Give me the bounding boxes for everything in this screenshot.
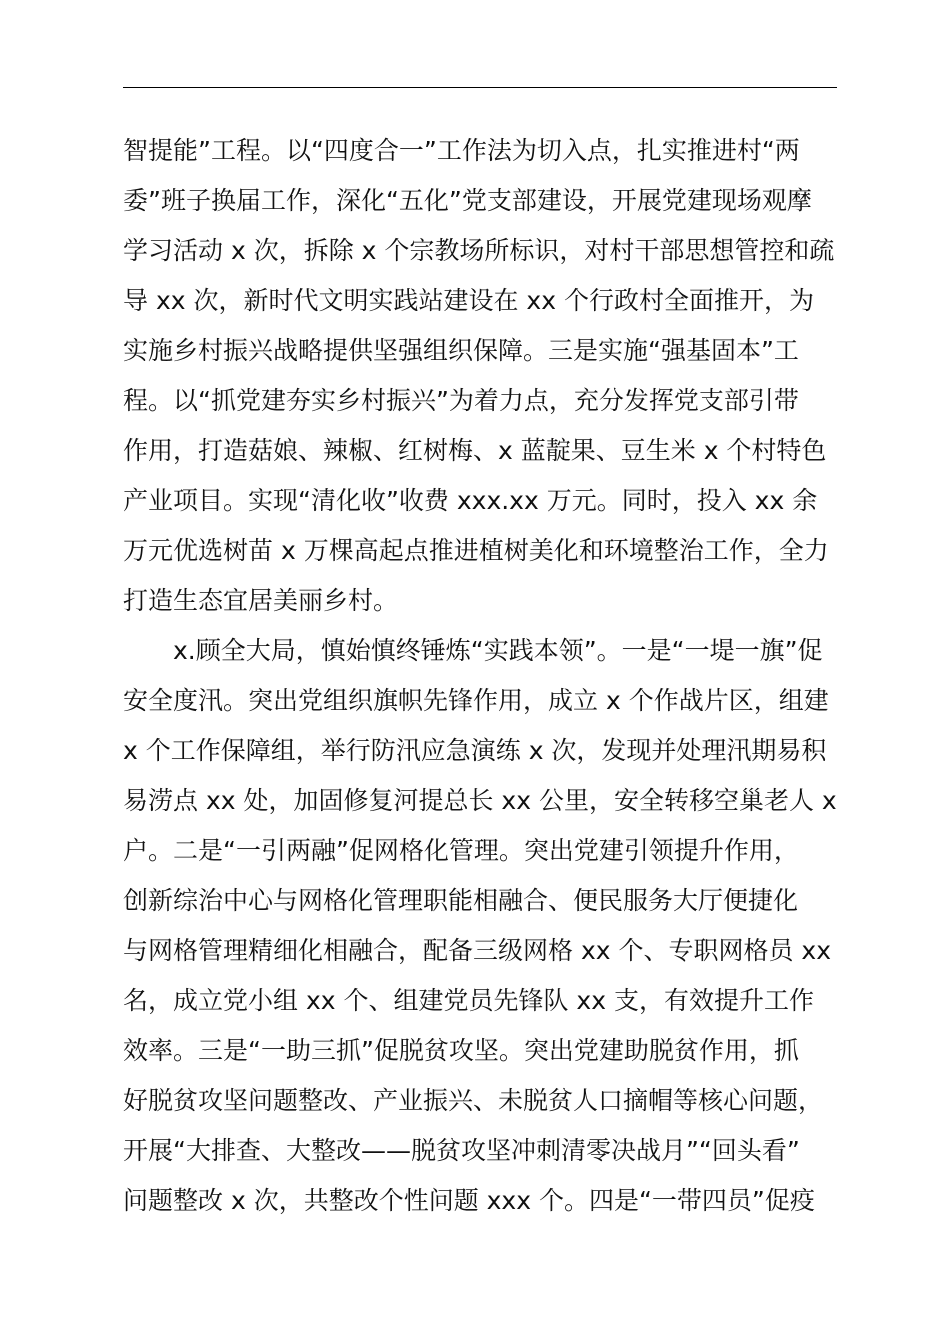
text-line: 万元优选树苗 x 万棵高起点推进植树美化和环境整治工作，全力	[123, 536, 829, 565]
text-line: 户。二是“一引两融”促网格化管理。突出党建引领提升作用，	[123, 836, 799, 865]
text-line: 与网格管理精细化相融合，配备三级网格 xx 个、专职网格员 xx	[123, 936, 832, 965]
text-line: 创新综治中心与网格化管理职能相融合、便民服务大厅便捷化	[123, 886, 799, 915]
text-line: 实施乡村振兴战略提供坚强组织保障。三是实施“强基固本”工	[123, 336, 799, 365]
text-line: 问题整改 x 次，共整改个性问题 xxx 个。四是“一带四员”促疫	[123, 1186, 815, 1215]
header-rule	[123, 87, 837, 88]
text-line: 开展“大排查、大整改——脱贫攻坚冲刺清零决战月”“回头看”	[123, 1136, 800, 1165]
text-line: 作用，打造菇娘、辣椒、红树梅、x 蓝靛果、豆生米 x 个村特色	[123, 436, 827, 465]
text-line: 学习活动 x 次，拆除 x 个宗教场所标识，对村干部思想管控和疏	[123, 236, 835, 265]
text-line: x 个工作保障组，举行防汛应急演练 x 次，发现并处理汛期易积	[123, 736, 827, 765]
text-line: 易涝点 xx 处，加固修复河提总长 xx 公里，安全转移空巢老人 x	[123, 786, 837, 815]
text-line: 智提能”工程。以“四度合一”工作法为切入点，扎实推进村“两	[123, 136, 800, 165]
text-line: 导 xx 次，新时代文明实践站建设在 xx 个行政村全面推开，为	[123, 286, 814, 315]
text-line: 名，成立党小组 xx 个、组建党员先锋队 xx 支，有效提升工作	[123, 986, 814, 1015]
text-line: 委”班子换届工作，深化“五化”党支部建设，开展党建现场观摩	[123, 186, 812, 215]
text-line: 安全度汛。突出党组织旗帜先锋作用，成立 x 个作战片区，组建	[123, 686, 829, 715]
text-line: 打造生态宜居美丽乡村。	[123, 586, 399, 615]
text-line: 产业项目。实现“清化收”收费 xxx.xx 万元。同时，投入 xx 余	[123, 486, 818, 515]
text-line: 好脱贫攻坚问题整改、产业振兴、未脱贫人口摘帽等核心问题，	[123, 1086, 824, 1115]
paragraph-heading-line: x.顾全大局，慎始慎终锤炼“实践本领”。一是“一堤一旗”促	[173, 636, 823, 665]
text-line: 程。以“抓党建夯实乡村振兴”为着力点，充分发挥党支部引带	[123, 386, 799, 415]
text-line: 效率。三是“一助三抓”促脱贫攻坚。突出党建助脱贫作用，抓	[123, 1036, 799, 1065]
document-body	[123, 126, 863, 1226]
